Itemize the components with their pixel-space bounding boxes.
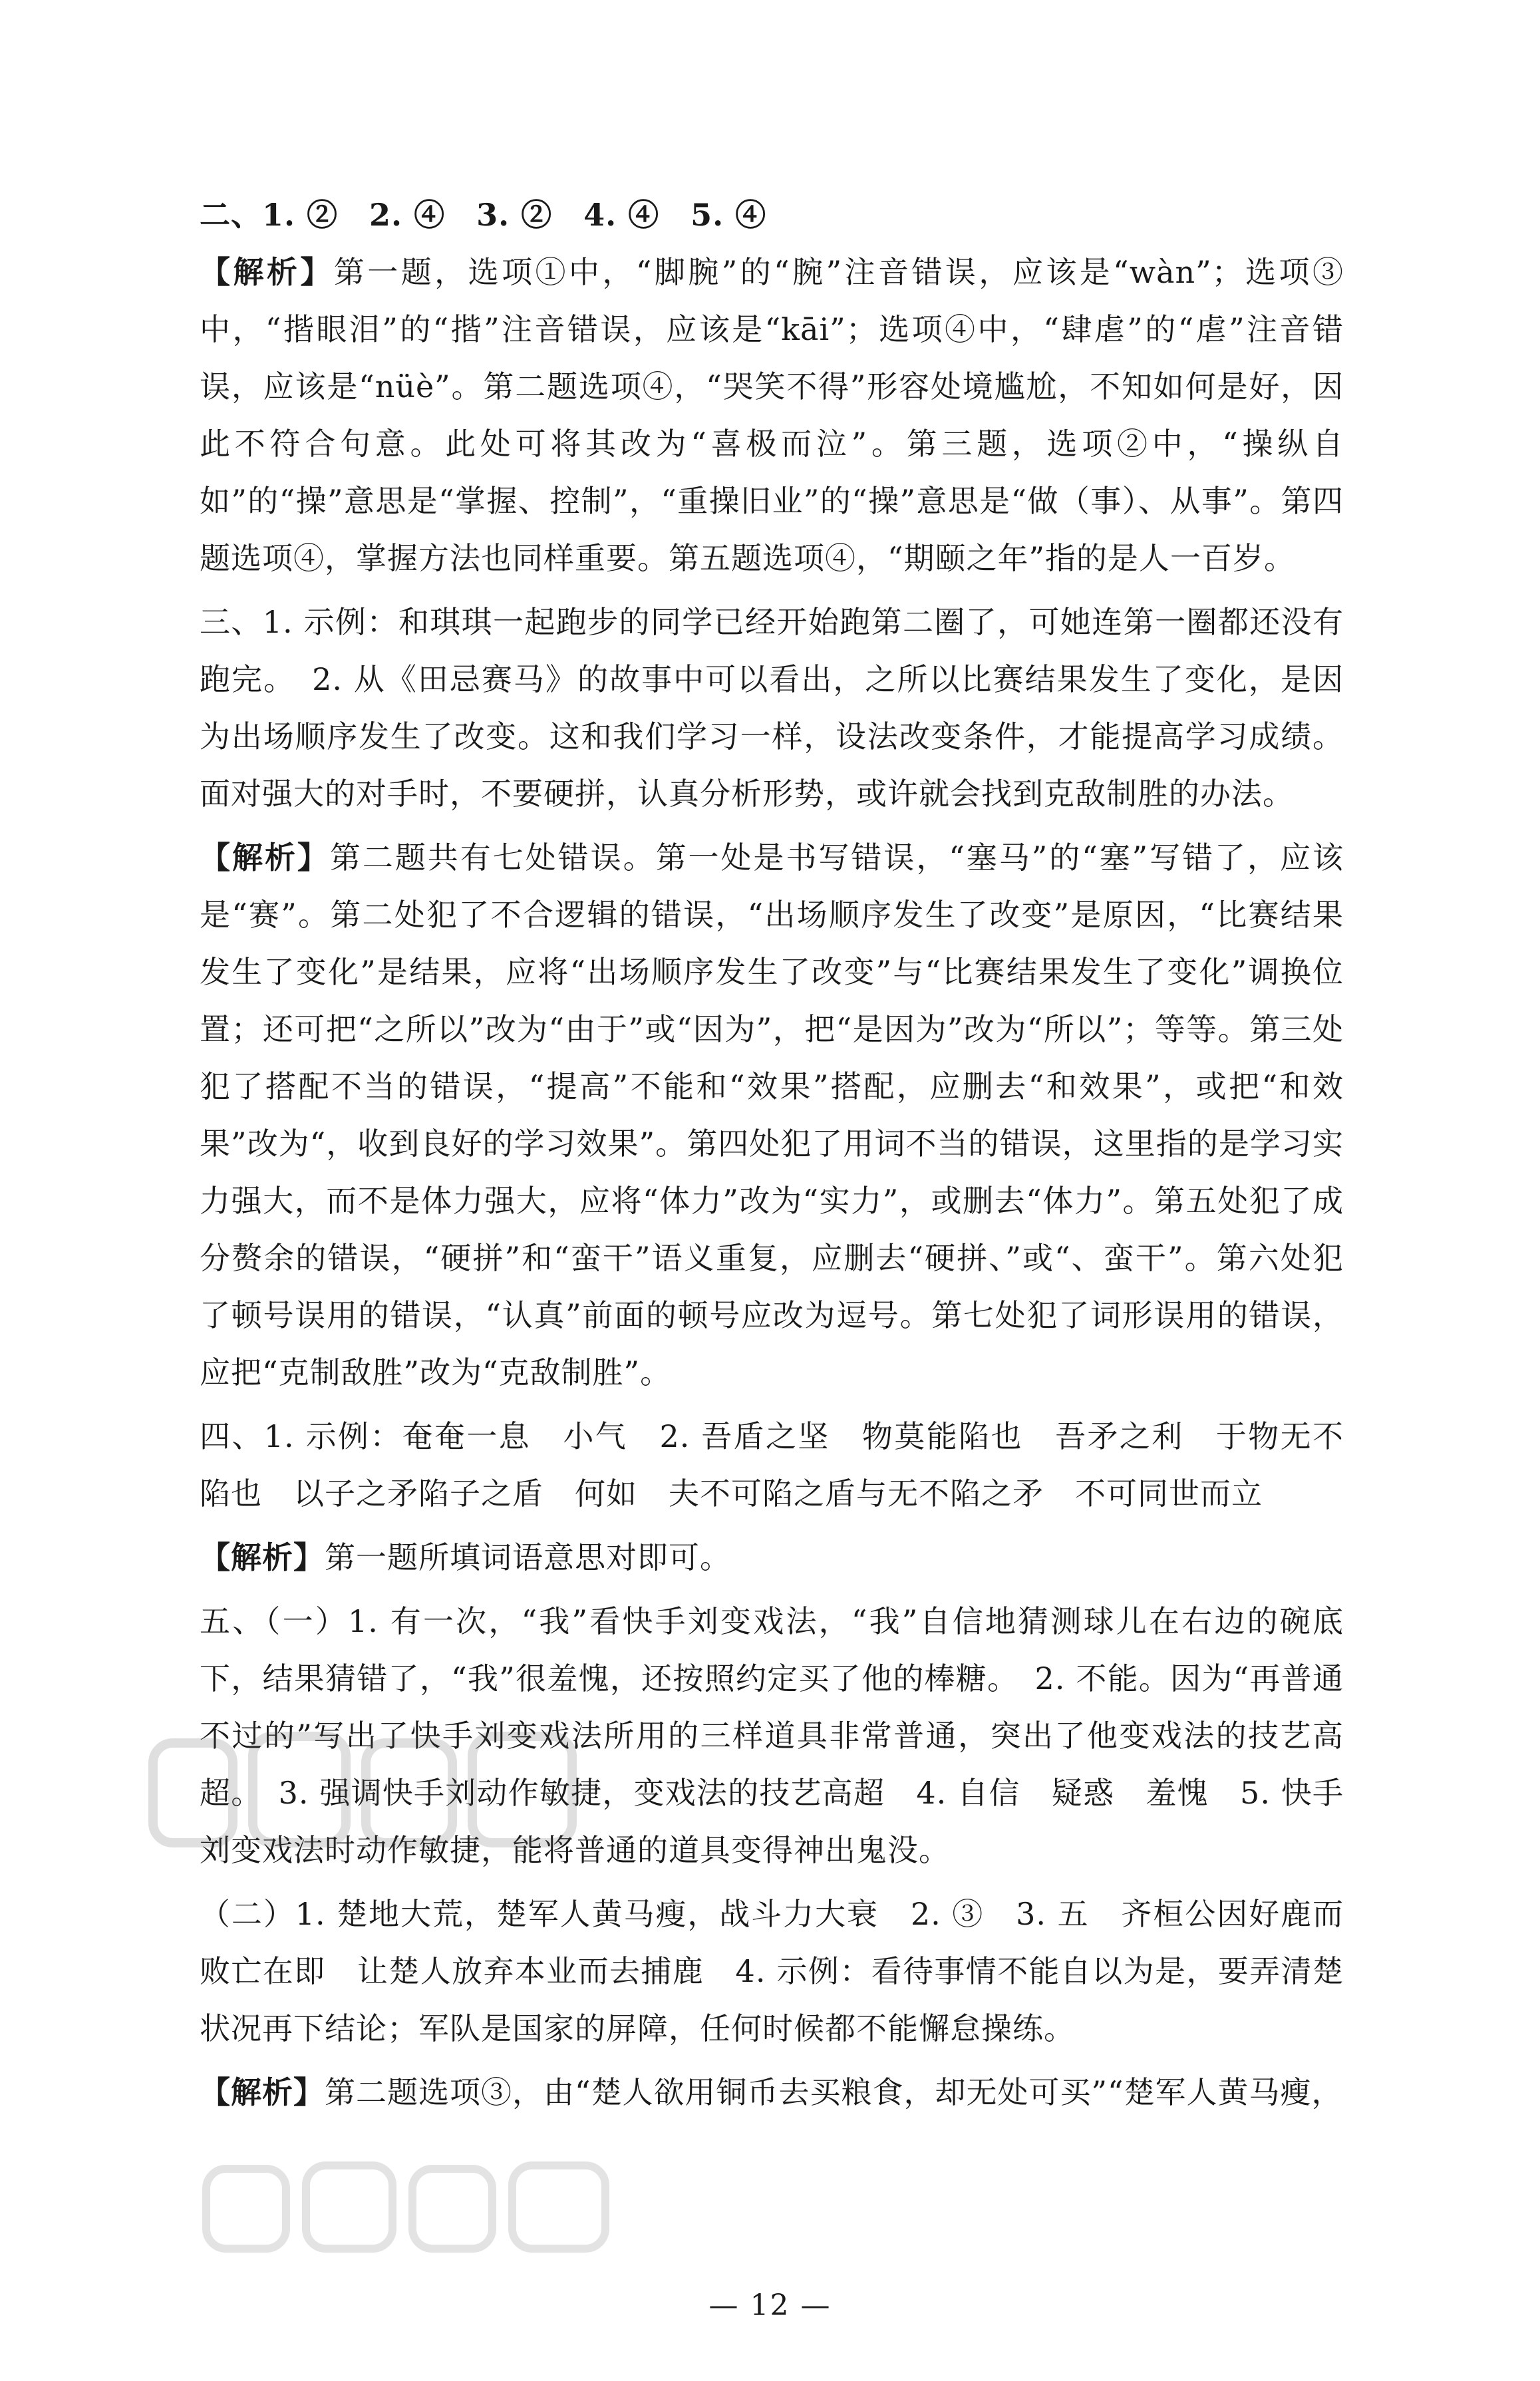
section-2-answers (200, 186, 1344, 243)
analysis-text: 第二题共有七处错误。第一处是书写错误，“塞马”的“塞”写错了，应该是“赛”。第二处犯了不合逻辑的错误，“出场顺序发生了改变”是原因，“比赛结果发生了变化”是结果，应将“出场顺序发生了改变”与“比赛结果发生了变化”调换位置；还可把“之所以”改为“由于”或“因为”，把“是因为”改为“所以”；等等。第三处犯了搭配不当的错误，“提高”不能和“效果”搭配，应删去“和效果”，或把“和效果”改为“，收到良好的学习效果”。第四处犯了用词不当的错误，这里指的是学习实力强大，而不是体力强大，应将“体力”改为“实力”，或删去“体力”。第五处犯了成分赘余的错误，“硬拼”和“蛮干”语义重复，应删去“硬拼、”或“、蛮干”。第六处犯了顿号误用的错误，“认真”前面的顿号应改为逗号。第七处犯了词形误用的错误，应把“克制敌胜”改为“克敌制胜”。 (200, 840, 1344, 1390)
watermark-graphic (146, 1716, 625, 1863)
section-5-2-analysis (200, 2064, 1344, 2121)
section-2-analysis (200, 243, 1344, 587)
analysis-label: 【解析】 (200, 254, 334, 290)
analysis-text: 第一题，选项①中，“脚腕”的“腕”注音错误，应该是“wàn”；选项③中，“揩眼泪”的“揩”注音错误，应该是“kāi”；选项④中，“肆虐”的“虐”注音错误，应该是“nüè”。第二题选项④，“哭笑不得”形容处境尴尬，不知如何是好，因此不符合句意。此处可将其改为“喜极而泣”。第三题，选项②中，“操纵自如”的“操”意思是“掌握、控制”，“重操旧业”的“操”意思是“做（事）、从事”。第四题选项④，掌握方法也同样重要。第五题选项④，“期颐之年”指的是人一百岁。 (200, 254, 1344, 576)
spacer (200, 1879, 1344, 1885)
analysis-label: 【解析】 (200, 1539, 325, 1575)
spacer (200, 822, 1344, 829)
analysis-text: 第二题选项③，由“楚人欲用铜币去买粮食，却无处可买”“楚军人黄马瘦， (325, 2074, 1343, 2110)
answer-text: 二、1. ② 2. ④ 3. ② 4. ④ 5. ④ (200, 197, 767, 233)
section-4-analysis (200, 1529, 1344, 1586)
analysis-label: 【解析】 (200, 2074, 325, 2110)
spacer (200, 1522, 1344, 1529)
section-5-2-answers (200, 1885, 1344, 2057)
section-3-analysis (200, 829, 1344, 1401)
analysis-label: 【解析】 (200, 840, 330, 875)
answer-text: （二）1. 楚地大荒，楚军人黄马瘦，战斗力大衰 2. ③ 3. 五 齐桓公因好鹿而败亡在即 让楚人放弃本业而去捕鹿 4. 示例：看待事情不能自以为是，要弄清楚状况再下结论；军队是国家的屏障，任何时候都不能懈怠操练。 (200, 1896, 1344, 2046)
spacer (200, 587, 1344, 593)
answer-text: 三、1. 示例：和琪琪一起跑步的同学已经开始跑第二圈了，可她连第一圈都还没有跑完。 2. 从《田忌赛马》的故事中可以看出，之所以比赛结果发生了变化，是因为出场顺序发生了改变。这和我们学习一样，设法改变条件，才能提高学习成绩。面对强大的对手时，不要硬拼，认真分析形势，或许就会找到克敌制胜的办法。 (200, 604, 1344, 812)
page-number: — 12 — (708, 2289, 832, 2322)
watermark-graphic (200, 2155, 625, 2255)
spacer (200, 1586, 1344, 1593)
section-3-answers (200, 593, 1344, 822)
answer-text: 五、（一）1. 有一次，“我”看快手刘变戏法，“我”自信地猜测球儿在右边的碗底下，结果猜错了，“我”很羞愧，还按照约定买了他的棒糖。 2. 不能。因为“再普通不过的”写出了快手刘变戏法所用的三样道具非常普通，突出了他变戏法的技艺高超。 3. 强调快手刘动作敏捷，变戏法的技艺高超 4. 自信 疑惑 羞愧 5. 快手刘变戏法时动作敏捷，能将普通的道具变得神出鬼没。 (200, 1603, 1344, 1868)
analysis-text: 第一题所填词语意思对即可。 (325, 1539, 731, 1575)
spacer (200, 1401, 1344, 1408)
answer-text: 四、1. 示例：奄奄一息 小气 2. 吾盾之坚 物莫能陷也 吾矛之利 于物无不陷也 以子之矛陷子之盾 何如 夫不可陷之盾与无不陷之矛 不可同世而立 (200, 1418, 1344, 1511)
section-4-answers (200, 1408, 1344, 1522)
spacer (200, 2057, 1344, 2064)
